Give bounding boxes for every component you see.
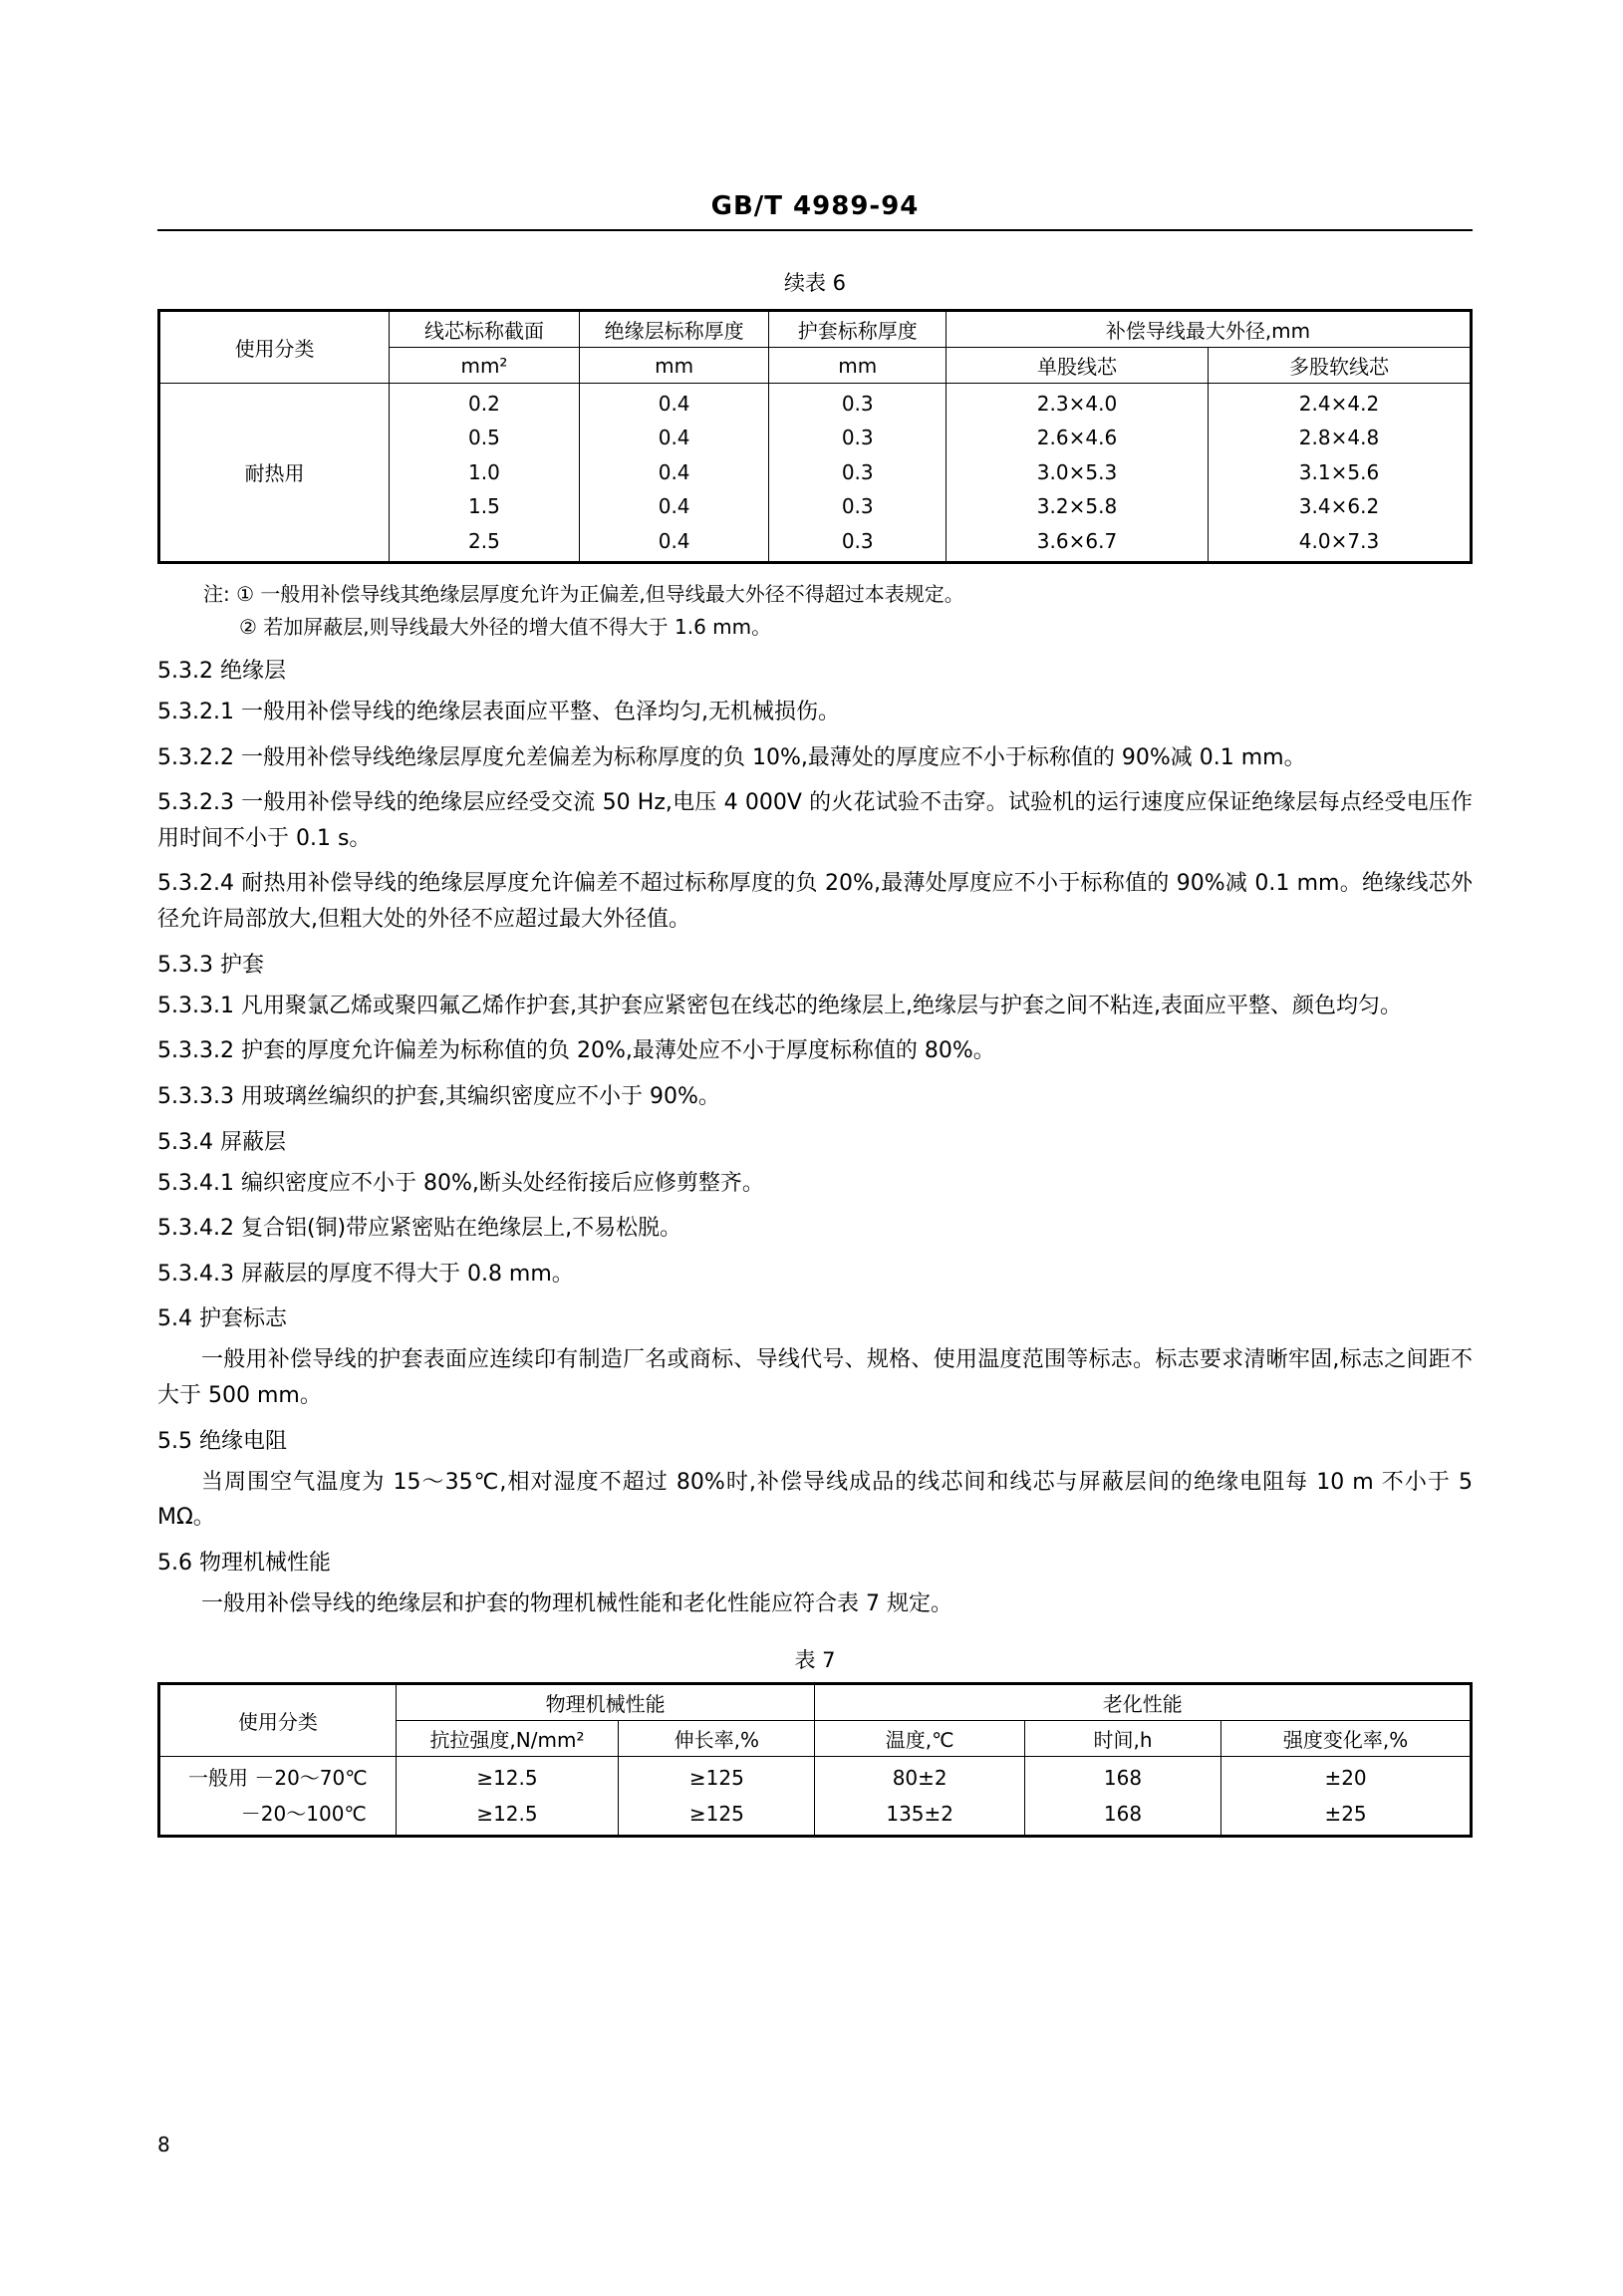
- table7-data-row: [160, 1756, 1471, 1835]
- table7-th-time: 时间,h: [1024, 1720, 1220, 1756]
- cell-value: 3.4×6.2: [1298, 494, 1380, 519]
- cell-value: 80±2: [892, 1765, 947, 1790]
- cell-value: 0.2: [468, 392, 500, 416]
- clause-5-3-3-title: 5.3.3 护套: [157, 952, 264, 978]
- table6-notes: [157, 578, 1473, 644]
- table6: [159, 311, 1471, 562]
- table6-col-insulation: [579, 384, 769, 562]
- cell-value: 168: [1103, 1801, 1143, 1826]
- cell-value: 3.0×5.3: [1036, 459, 1118, 484]
- clause-5-4-title: 5.4 护套标志: [157, 1306, 287, 1332]
- table7-th-temp: 温度,℃: [815, 1720, 1024, 1756]
- cell-value: ≥125: [688, 1801, 744, 1826]
- clause-5-3-2-2: 5.3.2.2 一般用补偿导线绝缘层厚度允差偏差为标称厚度的负 10%,最薄处的厚度应不小于标称值的 90%减 0.1 mm。: [157, 744, 1306, 770]
- cell-value: 0.3: [841, 528, 874, 553]
- cell-value: 0.4: [658, 528, 690, 553]
- table6-col-multi: [1208, 384, 1470, 562]
- table7-col-temp: [815, 1756, 1024, 1835]
- cell-value: ±25: [1324, 1801, 1367, 1826]
- table6-col-single: [946, 384, 1208, 562]
- cell-value: ±20: [1324, 1765, 1367, 1790]
- table6-th-multi-core: 多股软线芯: [1208, 348, 1470, 384]
- clause-5-3-3-3: 5.3.3.3 用玻璃丝编织的护套,其编织密度应不小于 90%。: [157, 1083, 720, 1109]
- clause-5-3-2-title: 5.3.2 绝缘层: [157, 658, 286, 684]
- table7-th-aging: 老化性能: [815, 1684, 1471, 1720]
- table6-th-insulation-unit: mm: [579, 348, 769, 384]
- table6-note-1: 注: ① 一般用补偿导线其绝缘层厚度允许为正偏差,但导线最大外径不得超过本表规定。: [203, 581, 964, 606]
- table7-col-time: [1024, 1756, 1220, 1835]
- cell-value: 3.2×5.8: [1036, 494, 1118, 519]
- cell-value: 2.5: [468, 528, 500, 553]
- cell-value: 2.3×4.0: [1036, 392, 1118, 416]
- table7-th-change: 强度变化率,%: [1221, 1720, 1471, 1756]
- table7-usage-line-1: [162, 1760, 394, 1796]
- cell-value: 2.6×4.6: [1036, 426, 1118, 450]
- table6-usage-label: 耐热用: [160, 384, 390, 562]
- clause-5-5-text: 当周围空气温度为 15～35℃,相对湿度不超过 80%时,补偿导线成品的线芯间和线芯与屏蔽层间的绝缘电阻每 10 m 不小于 5 MΩ。: [157, 1469, 1473, 1531]
- cell-value: 0.5: [468, 426, 500, 450]
- clause-5-5-title: 5.5 绝缘电阻: [157, 1428, 287, 1454]
- clause-5-3-2-3: 5.3.2.3 一般用补偿导线的绝缘层应经受交流 50 Hz,电压 4 000V 的火花试验不击穿。试验机的运行速度应保证绝缘层每点经受电压作用时间不小于 0.1 s。: [157, 790, 1473, 851]
- table7: [159, 1684, 1471, 1836]
- clause-5-3-4-2: 5.3.4.2 复合铝(铜)带应紧密贴在绝缘层上,不易松脱。: [157, 1216, 682, 1242]
- page-content: [157, 0, 1473, 1838]
- clause-5-3-2-4: 5.3.2.4 耐热用补偿导线的绝缘层厚度允许偏差不超过标称厚度的负 20%,最薄处厚度应不小于标称值的 90%减 0.1 mm。绝缘线芯外径允许局部放大,但粗大处的外径不应超过最大外径值。: [157, 871, 1473, 933]
- clause-5-3-4-1: 5.3.4.1 编织密度应不小于 80%,断头处经衔接后应修剪整齐。: [157, 1170, 764, 1196]
- table7-header-row-1: [160, 1684, 1471, 1720]
- table6-header-row-1: [160, 312, 1471, 348]
- table6-col-section: [390, 384, 580, 562]
- cell-value: 1.5: [468, 494, 500, 519]
- cell-value: 3.1×5.6: [1298, 459, 1380, 484]
- table7-range-1: －20～70℃: [254, 1765, 368, 1790]
- table7-col-tensile: [396, 1756, 619, 1835]
- table6-th-usage: 使用分类: [160, 312, 390, 384]
- table7-th-usage: 使用分类: [160, 1684, 397, 1756]
- cell-value: 2.4×4.2: [1298, 392, 1380, 416]
- clause-5-3-3-1: 5.3.3.1 凡用聚氯乙烯或聚四氟乙烯作护套,其护套应紧密包在线芯的绝缘层上,绝缘层与护套之间不粘连,表面应平整、颜色均匀。: [157, 993, 1402, 1018]
- table7-col-elongation: [619, 1756, 815, 1835]
- page-header: [157, 191, 1473, 221]
- clause-5-6-text: 一般用补偿导线的绝缘层和护套的物理机械性能和老化性能应符合表 7 规定。: [201, 1590, 952, 1616]
- cell-value: ≥12.5: [476, 1765, 538, 1790]
- cell-value: 0.3: [841, 392, 874, 416]
- clause-5-4-text: 一般用补偿导线的护套表面应连续印有制造厂名或商标、导线代号、规格、使用温度范围等标志。标志要求清晰牢固,标志之间距不大于 500 mm。: [157, 1347, 1473, 1409]
- cell-value: 2.8×4.8: [1298, 426, 1380, 450]
- cell-value: 3.6×6.7: [1036, 528, 1118, 553]
- table7-range-2: －20～100℃: [240, 1801, 367, 1826]
- table7-usage-line-2: [162, 1796, 394, 1832]
- table6-th-max-od: 补偿导线最大外径,mm: [946, 312, 1470, 348]
- table6-th-sheath-unit: mm: [769, 348, 947, 384]
- table7-col-change: [1221, 1756, 1471, 1835]
- clause-5-3-2-1: 5.3.2.1 一般用补偿导线的绝缘层表面应平整、色泽均匀,无机械损伤。: [157, 699, 840, 724]
- table6-wrapper: [157, 309, 1473, 564]
- cell-value: 4.0×7.3: [1298, 528, 1380, 553]
- standard-number: GB/T 4989-94: [710, 191, 920, 221]
- cell-value: 135±2: [886, 1801, 953, 1826]
- cell-value: 0.4: [658, 392, 690, 416]
- clause-5-3-3-2: 5.3.3.2 护套的厚度允许偏差为标称值的负 20%,最薄处应不小于厚度标称值的 80%。: [157, 1038, 995, 1064]
- table7-th-tensile: 抗拉强度,N/mm²: [396, 1720, 619, 1756]
- cell-value: 1.0: [468, 459, 500, 484]
- table7-th-elongation: 伸长率,%: [619, 1720, 815, 1756]
- clause-5-3-4-title: 5.3.4 屏蔽层: [157, 1129, 286, 1155]
- table6-note-2: ② 若加屏蔽层,则导线最大外径的增大值不得大于 1.6 mm。: [239, 614, 772, 639]
- cell-value: 0.3: [841, 494, 874, 519]
- table7-th-mech: 物理机械性能: [396, 1684, 815, 1720]
- table6-th-sheath: 护套标称厚度: [769, 312, 947, 348]
- table7-usage-cell: [160, 1756, 397, 1835]
- cell-value: 0.4: [658, 459, 690, 484]
- table6-caption: 续表 6: [783, 271, 847, 295]
- cell-value: 168: [1103, 1765, 1143, 1790]
- cell-value: ≥12.5: [476, 1801, 538, 1826]
- page-number: 8: [157, 2133, 170, 2156]
- table6-th-single-core: 单股线芯: [946, 348, 1208, 384]
- table7-wrapper: [157, 1682, 1473, 1838]
- header-rule: [157, 229, 1473, 231]
- cell-value: 0.3: [841, 459, 874, 484]
- table6-th-core-section-unit: mm²: [390, 348, 580, 384]
- cell-value: 0.4: [658, 426, 690, 450]
- clause-5-6-title: 5.6 物理机械性能: [157, 1550, 331, 1576]
- table6-th-insulation: 绝缘层标称厚度: [579, 312, 769, 348]
- cell-value: 0.4: [658, 494, 690, 519]
- cell-value: ≥125: [688, 1765, 744, 1790]
- table7-usage-label: 一般用: [187, 1765, 248, 1790]
- table7-caption: 表 7: [794, 1647, 836, 1672]
- clause-5-3-4-3: 5.3.4.3 屏蔽层的厚度不得大于 0.8 mm。: [157, 1261, 574, 1287]
- cell-value: 0.3: [841, 426, 874, 450]
- table6-col-sheath: [769, 384, 947, 562]
- table6-data-row: [160, 384, 1471, 562]
- table6-th-core-section: 线芯标称截面: [390, 312, 580, 348]
